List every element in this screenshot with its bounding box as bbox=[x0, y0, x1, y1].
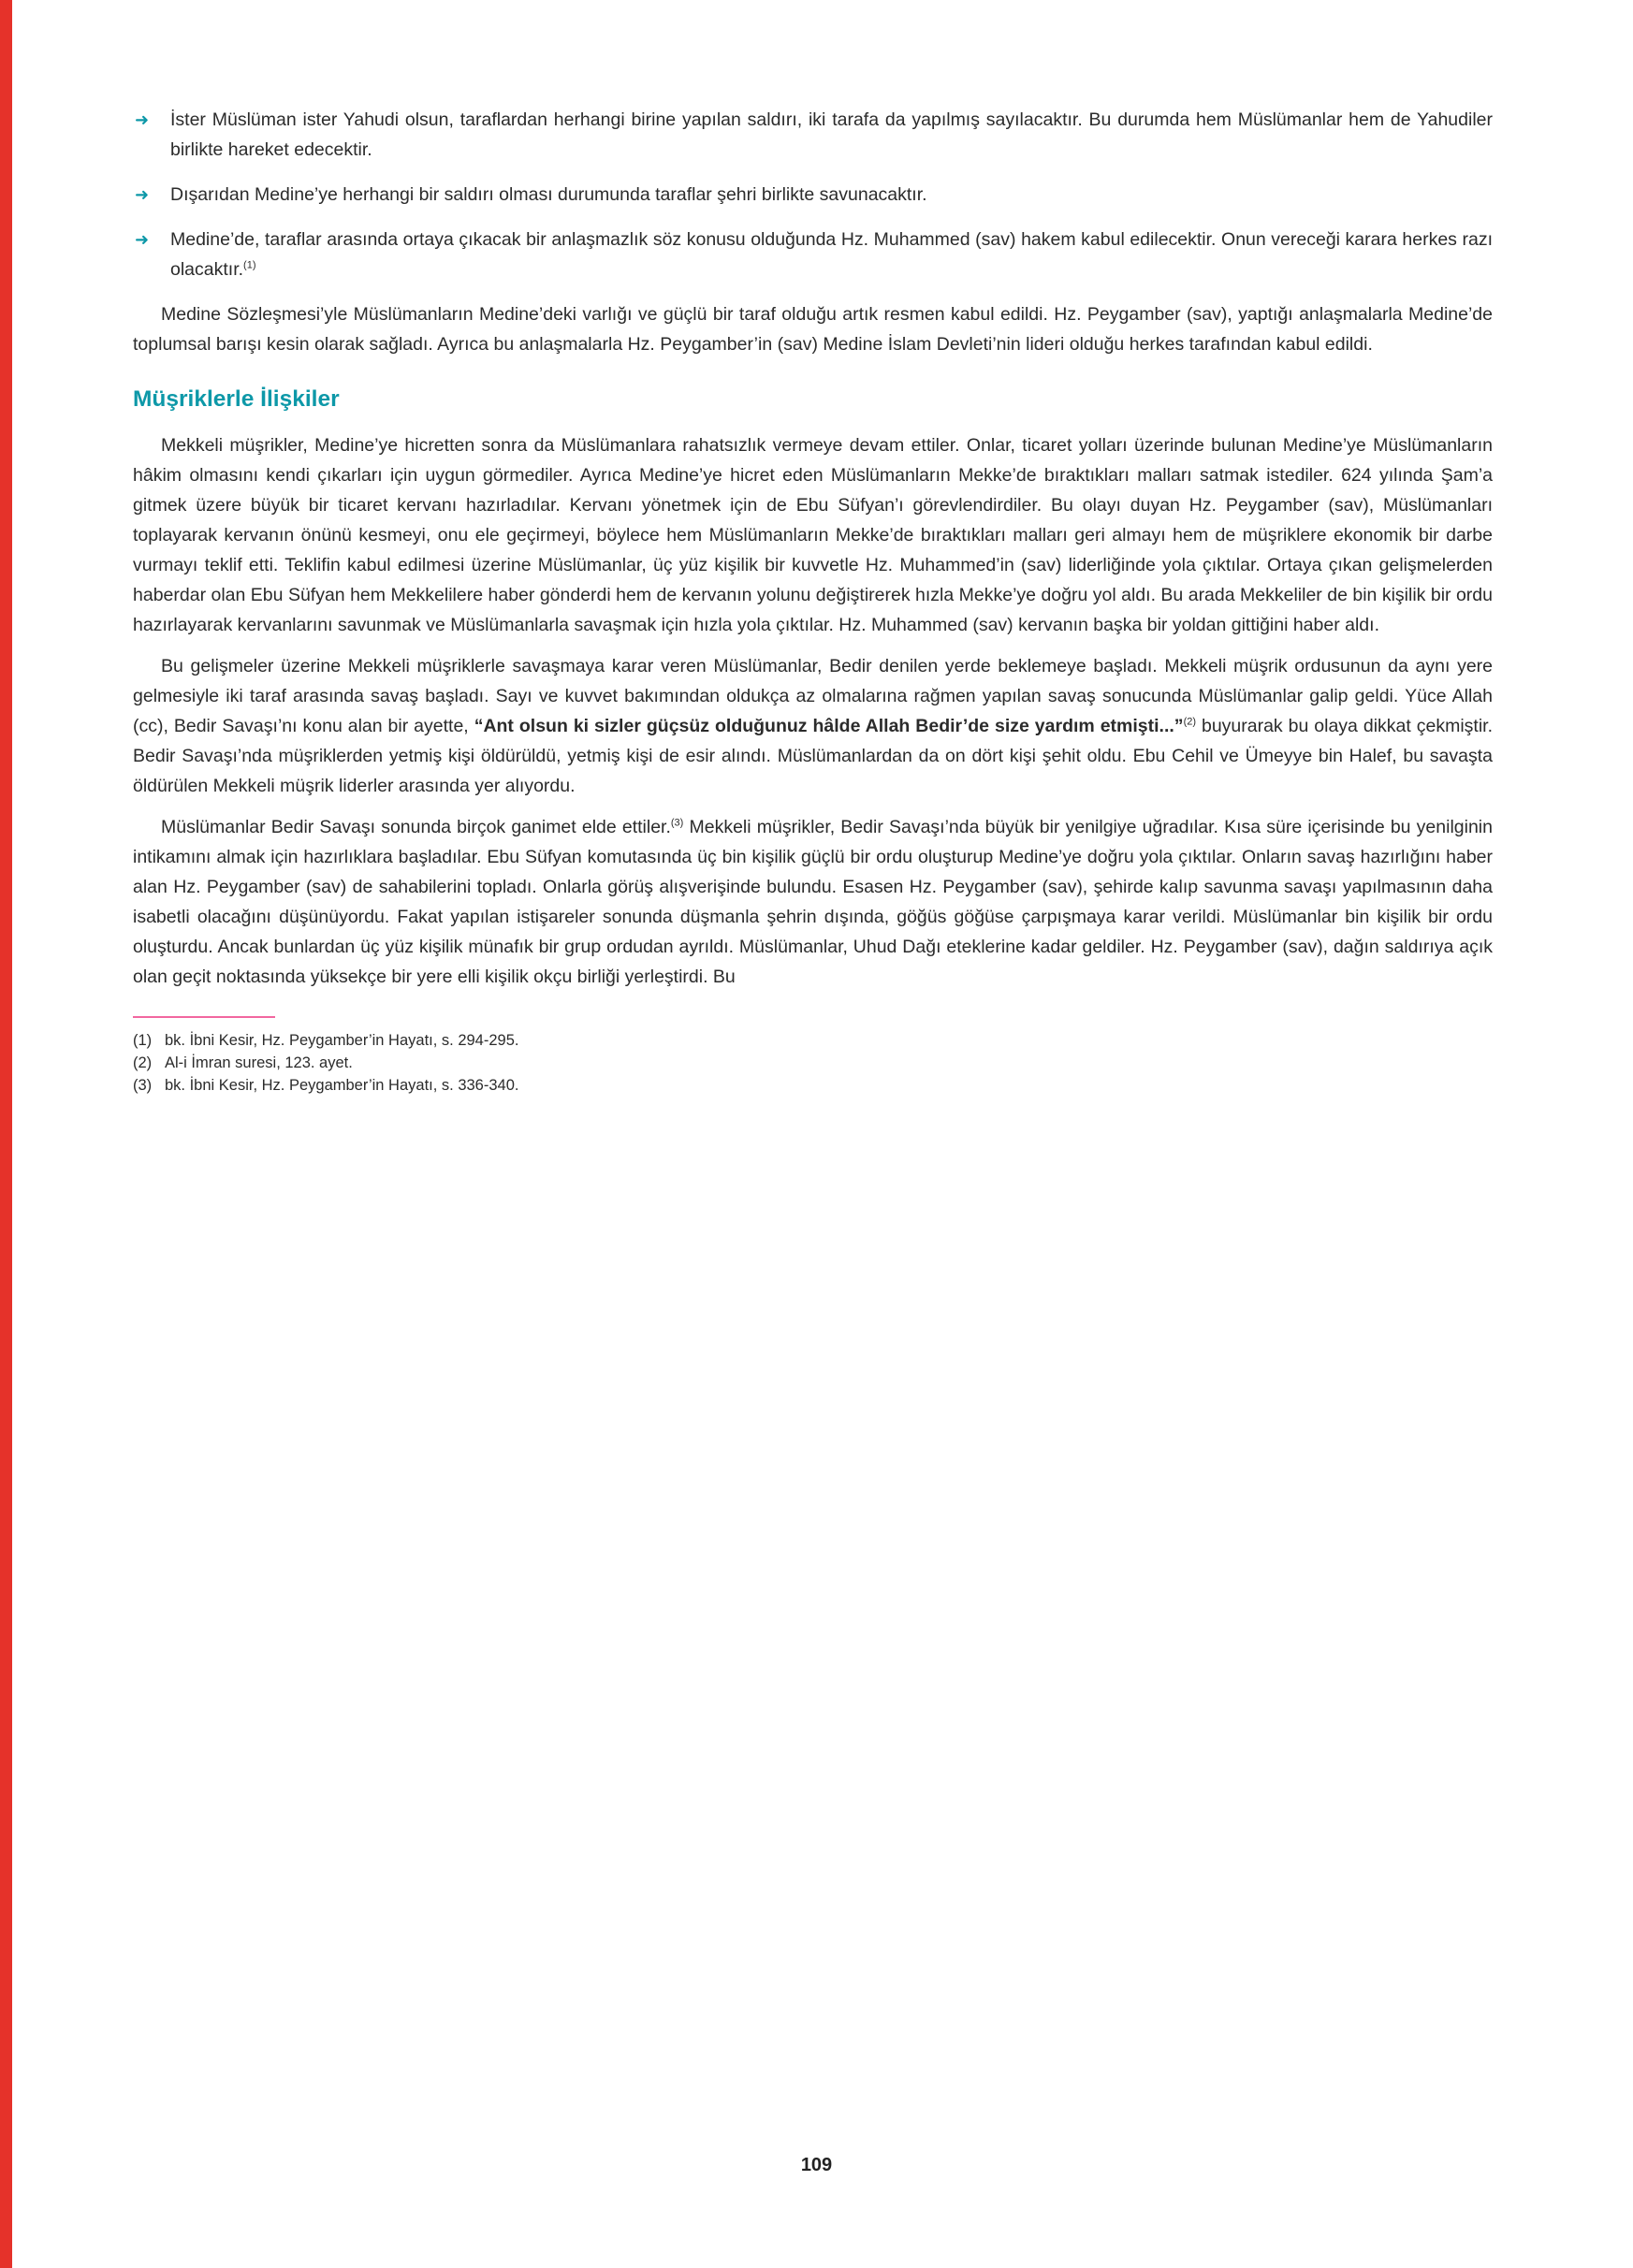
bullet-text: İster Müslüman ister Yahudi olsun, taraflardan herhangi birine yapılan saldırı, iki tarafa da yapılmış sayılacaktır. Bu durumda hem Müslümanlar hem de Yahudiler birlikte hareket edecektir. bbox=[170, 109, 1493, 160]
footnote-reference: (3) bbox=[670, 817, 684, 829]
paragraph: Medine Sözleşmesi’yle Müslümanların Medine’deki varlığı ve güçlü bir taraf olduğu artık resmen kabul edildi. Hz. Peygamber (sav), yaptığı anlaşmalarla Medine’de toplumsal barışı kesin olarak sağladı. Ayrıca bu anlaşmalarla Hz. Peygamber’in (sav) Medine İslam Devleti’nin lideri olduğu herkes tarafından kabul edildi. bbox=[133, 304, 1493, 355]
list-item bbox=[133, 225, 1493, 284]
page-edge-stripe bbox=[0, 0, 12, 2268]
bullet-text: Medine’de, taraflar arasında ortaya çıkacak bir anlaşmazlık söz konusu olduğunda Hz. Muhammed (sav) hakem kabul edilecektir. Onun vereceği karara herkes razı olacaktır. bbox=[170, 229, 1493, 280]
bullet-arrow-icon: ➜ bbox=[135, 230, 150, 249]
paragraph-text: Müslümanlar Bedir Savaşı sonunda birçok ganimet elde ettiler. bbox=[161, 817, 671, 837]
paragraph-text: Bu gelişmeler üzerine Mekkeli müşriklerle savaşmaya karar veren Müslümanlar, Bedir denilen yerde beklemeye başladı. Mekkeli müşrik ordusunun da aynı yere gelmesiyle iki taraf arasında savaş başladı. Sayı ve kuvvet bakımından oldukça az olmalarına rağmen yapılan savaş sonucunda Müslümanlar galip geldi. Yüce Allah (cc), Bedir Savaşı’nı konu alan bir ayette, bbox=[133, 656, 1493, 736]
bullet-list bbox=[133, 105, 1493, 284]
list-item bbox=[133, 105, 1493, 165]
paragraph bbox=[133, 651, 1493, 801]
paragraph-text: Mekkeli müşrikler, Bedir Savaşı’nda büyük bir yenilgiye uğradılar. Kısa süre içerisinde bu yenilginin intikamını almak için hazırlıklara başladılar. Ebu Süfyan komutasında üç bin kişilik güçlü bir ordu oluşturup Medine’ye doğru yola çıktılar. Onların savaş hazırlığını haber alan Hz. Peygamber (sav) de sahabilerini topladı. Onlarla görüş alışverişinde bulundu. Esasen Hz. Peygamber (sav), şehirde kalıp savunma savaşı yapılmasının daha isabetli olacağını düşünüyordu. Fakat yapılan istişareler sonunda düşmanla şehrin dışında, göğüs göğüse çarpışmaya karar verildi. Müslümanlar bin kişilik bir ordu oluşturdu. Ancak bunlardan üç yüz kişilik münafık bir grup ordudan ayrıldı. Müslümanlar, Uhud Dağı eteklerine kadar geldiler. Hz. Peygamber (sav), dağın saldırıya açık olan geçit noktasında yüksekçe bir yere elli kişilik okçu birliği yerleştirdi. Bu bbox=[133, 817, 1493, 987]
footnote-divider bbox=[133, 1016, 275, 1018]
bullet-arrow-icon: ➜ bbox=[135, 185, 150, 204]
paragraph bbox=[133, 812, 1493, 992]
section-heading: Müşriklerle İlişkiler bbox=[133, 386, 340, 412]
footnote-text: Al-i İmran suresi, 123. ayet. bbox=[165, 1054, 353, 1071]
footnote-label: (1) bbox=[133, 1032, 153, 1049]
page-content bbox=[133, 105, 1493, 1097]
paragraph: Mekkeli müşrikler, Medine’ye hicretten sonra da Müslümanlara rahatsızlık vermeye devam ettiler. Onlar, ticaret yolları üzerinde bulunan Medine’ye Müslümanların hâkim olmasını kendi çıkarları için uygun görmediler. Ayrıca Medine’ye hicret eden Müslümanların Mekke’de bıraktıkları malları satmak istediler. 624 yılında Şam’a gitmek üzere büyük bir ticaret kervanı hazırladılar. Kervanı yönetmek için de Ebu Süfyan’ı görevlendirdiler. Bu olayı duyan Hz. Peygamber (sav), Müslümanları toplayarak kervanın önünü kesmeyi, onu ele geçirmeyi, böylece hem Müslümanların Mekke’de bıraktıkları malları geri almayı hem de müşriklere ekonomik bir darbe vurmayı teklif etti. Teklifin kabul edilmesi üzerine Müslümanlar, üç yüz kişilik bir kuvvetle Hz. Muhammed’in (sav) liderliğinde yola çıktılar. Ortaya çıkan gelişmelerden haberdar olan Ebu Süfyan hem Mekkelilere haber gönderdi hem de kervanın yolunu değiştirerek hızla Mekke’ye doğru yol aldı. Bu arada Mekkeliler de bin kişilik bir ordu hazırlayarak kervanlarını savunmak ve Müslümanlarla savaşmak için hızla yola çıktılar. Hz. Muhammed (sav) kervanın başka bir yoldan gittiğini haber aldı. bbox=[133, 435, 1493, 635]
quote-bold-text: “Ant olsun ki sizler güçsüz olduğunuz hâlde Allah Bedir’de size yardım etmişti...” bbox=[474, 716, 1184, 736]
footnote-reference: (2) bbox=[1183, 716, 1197, 728]
footnote bbox=[133, 1074, 1493, 1097]
bullet-arrow-icon: ➜ bbox=[135, 110, 150, 129]
footnote bbox=[133, 1029, 1493, 1052]
paragraph-text: buyurarak bu olaya dikkat çekmiştir. Bedir Savaşı’nda müşriklerden yetmiş kişi öldürüldü, yetmiş kişi de esir alındı. Müslümanlardan da on dört kişi şehit oldu. Ebu Cehil ve Ümeyye bin Halef, bu savaşta öldürülen Mekkeli müşrik liderler arasında yer alıyordu. bbox=[133, 716, 1494, 796]
bullet-text: Dışarıdan Medine’ye herhangi bir saldırı olması durumunda taraflar şehri birlikte savunacaktır. bbox=[170, 184, 927, 205]
list-item bbox=[133, 180, 1493, 210]
footnote-label: (2) bbox=[133, 1054, 153, 1071]
page-number: 109 bbox=[800, 2155, 833, 2175]
footnotes bbox=[133, 1016, 1493, 1097]
footnote-reference: (1) bbox=[243, 259, 256, 271]
footnote bbox=[133, 1052, 1493, 1074]
footnote-label: (3) bbox=[133, 1077, 153, 1094]
footnote-text: bk. İbni Kesir, Hz. Peygamber’in Hayatı, s. 294-295. bbox=[165, 1032, 519, 1049]
footnote-text: bk. İbni Kesir, Hz. Peygamber’in Hayatı, s. 336-340. bbox=[165, 1077, 519, 1094]
